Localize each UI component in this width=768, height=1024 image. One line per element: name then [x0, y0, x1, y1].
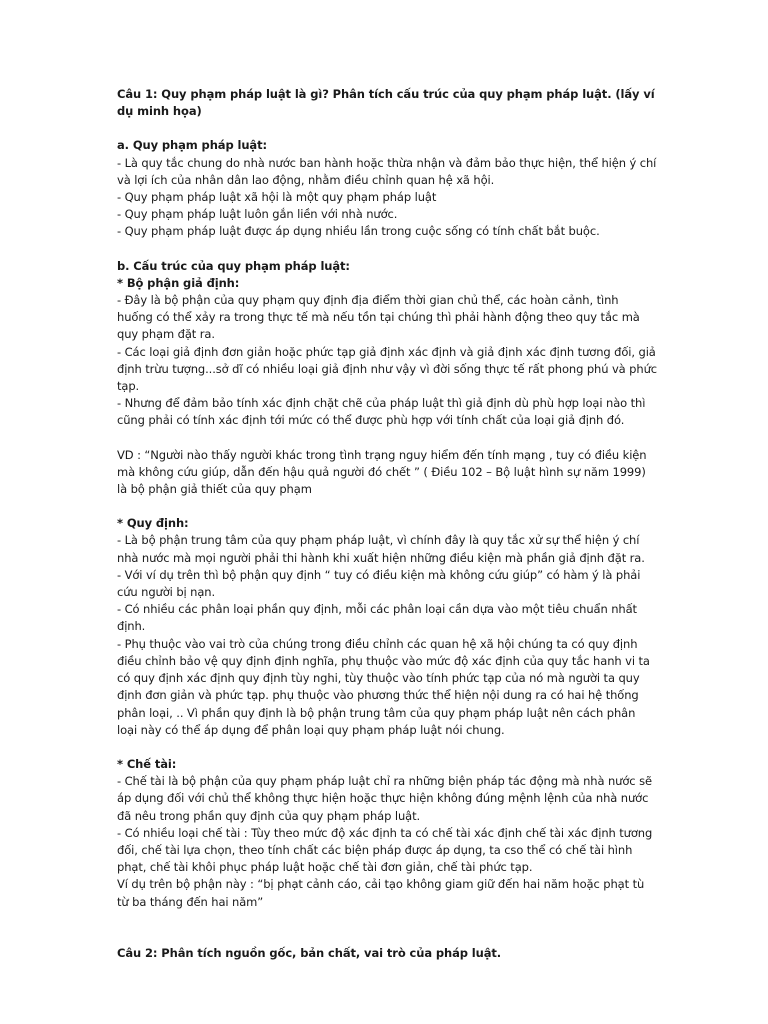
paragraph: - Có nhiều các phân loại phần quy định, mỗi các phân loại cần dựa vào một tiêu chuẩn nhất định.: [117, 602, 637, 634]
paragraph: - Có nhiều loại chế tài : Tùy theo mức độ xác định ta có chế tài xác định chế tài xác định tương đối, chế tài lựa chọn, theo tính chất các biện pháp được áp dụng, ta cso thể có chế tài hình phạt, chế tài khôi phục pháp luật hoặc chế tài đơn giản, chế tài phức tạp.: [117, 825, 653, 875]
paragraph-spacer: [117, 498, 657, 515]
paragraph-spacer: [117, 241, 657, 258]
section-heading: Câu 2: Phân tích nguồn gốc, bản chất, vai trò của pháp luật.: [117, 945, 502, 960]
paragraph: - Là bộ phận trung tâm của quy phạm pháp luật, vì chính đây là quy tắc xử sự thể hiện ý chí nhà nước mà mọi người phải thi hành khi xuất hiện những điều kiện mà phần giả định đặt ra.: [117, 533, 645, 565]
paragraph: - Quy phạm pháp luật luôn gắn liền với nhà nước.: [117, 207, 398, 222]
section-heading: a. Quy phạm pháp luật:: [117, 138, 267, 153]
paragraph: - Quy phạm pháp luật được áp dụng nhiều lần trong cuộc sống có tính chất bắt buộc.: [117, 224, 600, 239]
paragraph: - Quy phạm pháp luật xã hội là một quy phạm pháp luật: [117, 190, 437, 205]
paragraph: - Chế tài là bộ phận của quy phạm pháp luật chỉ ra những biện pháp tác động mà nhà nước sẽ áp dụng đối với chủ thể không thực hiện hoặc thực hiện không đúng mệnh lệnh của nhà nước đã nêu trong phần quy định của quy phạm pháp luật.: [117, 774, 652, 823]
section-heading: * Chế tài:: [117, 756, 177, 771]
document-body: [117, 86, 657, 962]
paragraph: - Đây là bộ phận của quy phạm quy định địa điểm thời gian chủ thể, các hoàn cảnh, tình huống có thể xảy ra trong thực tế mà nếu tồn tại chúng thì phải hành động theo quy tắc mà quy phạm đặt ra.: [117, 293, 640, 342]
section-heading: * Quy định:: [117, 516, 189, 531]
paragraph-spacer: [117, 739, 657, 756]
paragraph-spacer: [117, 120, 657, 137]
paragraph: - Với ví dụ trên thì bộ phận quy định “ tuy có điều kiện mà không cứu giúp” có hàm ý là phải cứu người bị nạn.: [117, 567, 641, 600]
paragraph: - Là quy tắc chung do nhà nước ban hành hoặc thừa nhận và đảm bảo thực hiện, thể hiện ý chí và lợi ích của nhân dân lao động, nhằm điều chỉnh quan hệ xã hội.: [117, 155, 657, 187]
paragraph: Ví dụ trên bộ phận này : “bị phạt cảnh cáo, cải tạo không giam giữ đến hai năm hoặc phạt tù từ ba tháng đến hai năm”: [117, 877, 645, 909]
paragraph-spacer: [117, 911, 657, 945]
section-heading: b. Cấu trúc của quy phạm pháp luật:: [117, 258, 350, 273]
section-heading: Câu 1: Quy phạm pháp luật là gì? Phân tích cấu trúc của quy phạm pháp luật. (lấy ví dụ minh họa): [117, 87, 655, 119]
paragraph: - Phụ thuộc vào vai trò của chúng trong điều chỉnh các quan hệ xã hội chúng ta có quy định điều chỉnh bảo vệ quy định định nghĩa, phụ thuộc vào mức độ xác định của quy tắc hanh vi ta có quy định xác định quy định tùy nghi, tùy thuộc vào tính phức tạp của nó mà người ta quy định đơn giản và phức tạp. phụ thuộc vào phương thức thể hiện nội dung ra có hai hệ thống phân loại, .. Vì phần quy định là bộ phận trung tâm của quy phạm pháp luật nên cách phân loại này có thể áp dụng để phân loại quy phạm pháp luật nói chung.: [117, 636, 650, 737]
paragraph: VD : “Người nào thấy người khác trong tình trạng nguy hiểm đến tính mạng , tuy có điều kiện mà không cứu giúp, dẫn đến hậu quả người đó chết ” ( Điều 102 – Bộ luật hình sự năm 1999) là bộ phận giả thiết của quy phạm: [117, 447, 647, 497]
paragraph: - Các loại giả định đơn giản hoặc phức tạp giả định xác định và giả định xác định tương đối, giả định trừu tượng...sở dĩ có nhiều loại giả định như vậy vì đời sống thực tế rất phong phú và phức tạp.: [117, 344, 657, 394]
paragraph: - Nhưng để đảm bảo tính xác định chặt chẽ của pháp luật thì giả định dù phù hợp loại nào thì cũng phải có tính xác định tới mức có thể được phù hợp với tính chất của loại giả định đó.: [117, 396, 646, 428]
section-heading: * Bộ phận giả định:: [117, 275, 240, 290]
paragraph-spacer: [117, 430, 657, 447]
